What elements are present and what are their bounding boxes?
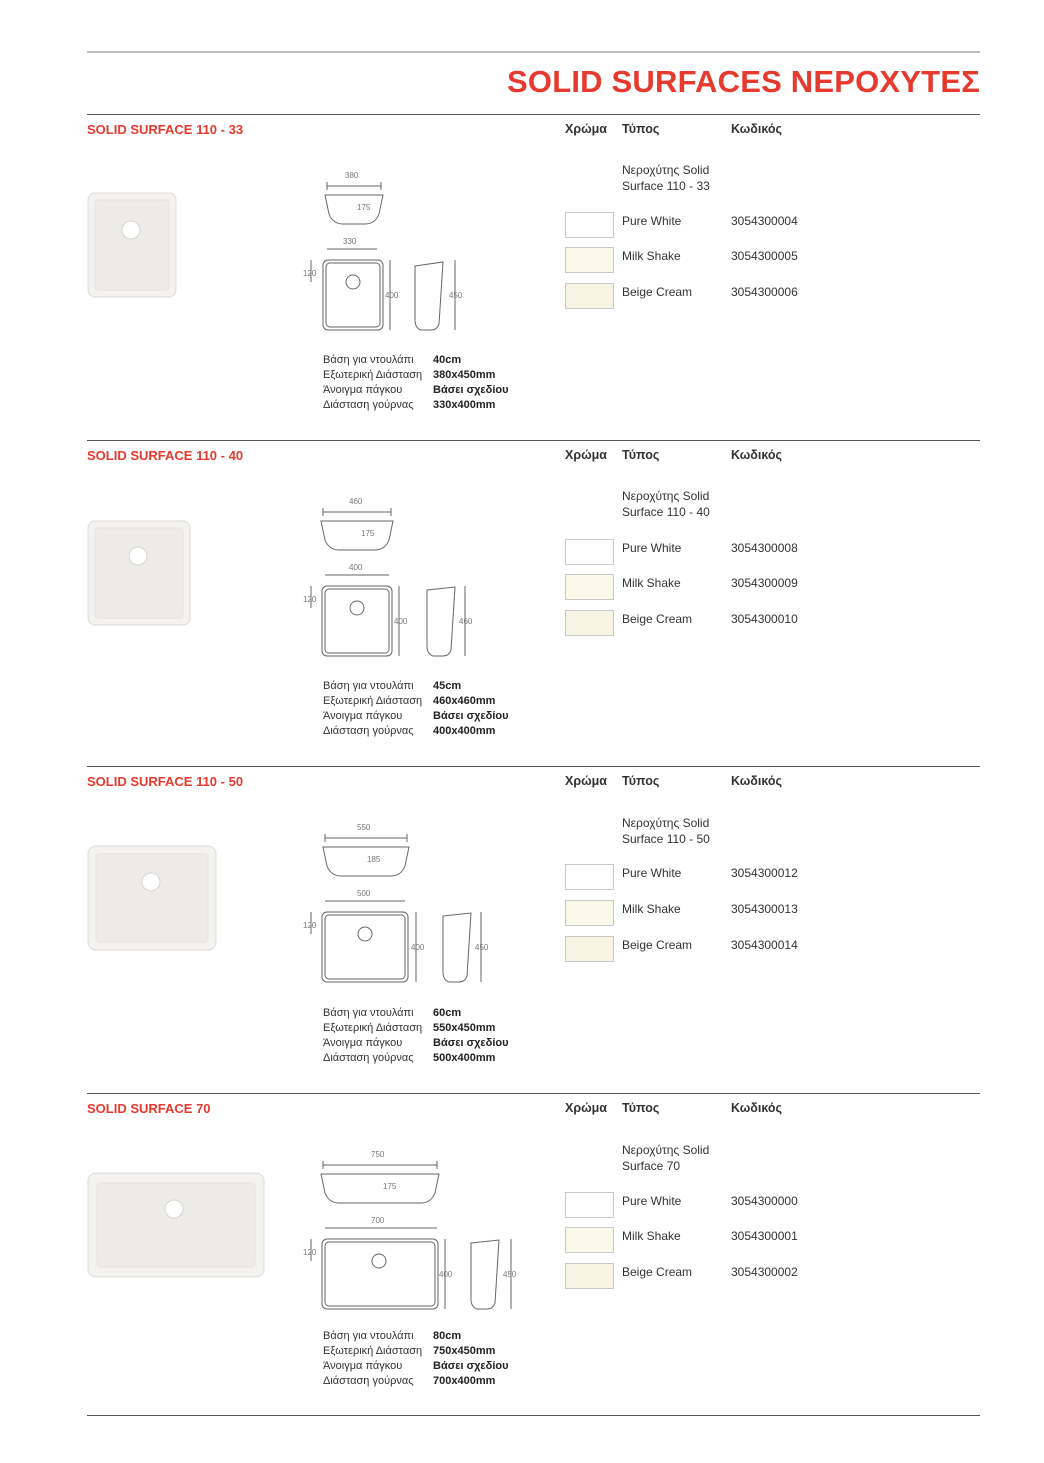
dim-offset: 120 bbox=[303, 1248, 317, 1257]
type-column-header: Τύπος bbox=[622, 122, 660, 136]
spec-label: Εξωτερική Διάσταση bbox=[323, 695, 423, 707]
section-divider bbox=[87, 440, 980, 441]
spec-value: 45cm bbox=[433, 680, 462, 692]
color-code: 3054300008 bbox=[731, 541, 798, 555]
spec-value: 400x400mm bbox=[433, 725, 496, 737]
product-type-name bbox=[622, 815, 732, 847]
spec-row bbox=[323, 694, 509, 709]
technical-drawing bbox=[305, 1139, 555, 1319]
spec-label: Διάσταση γούρνας bbox=[323, 1375, 414, 1387]
color-code: 3054300005 bbox=[731, 249, 798, 263]
spec-label: Εξωτερική Διάσταση bbox=[323, 1345, 423, 1357]
type-line: Surface 110 - 33 bbox=[622, 179, 710, 193]
color-column-header: Χρώμα bbox=[565, 122, 607, 136]
code-column-header: Κωδικός bbox=[731, 448, 783, 462]
sink-photo bbox=[87, 518, 193, 628]
type-line: Surface 70 bbox=[622, 1159, 681, 1173]
color-name: Beige Cream bbox=[622, 612, 693, 626]
color-swatch bbox=[565, 1227, 614, 1253]
spec-value: 40cm bbox=[433, 354, 462, 366]
product-section bbox=[87, 766, 980, 1092]
spec-row bbox=[323, 709, 509, 724]
product-section bbox=[87, 1093, 980, 1419]
dim-inner-depth: 400 bbox=[411, 943, 425, 952]
type-line: Νεροχύτης Solid bbox=[622, 1143, 710, 1157]
section-divider bbox=[87, 766, 980, 767]
spec-label: Εξωτερική Διάσταση bbox=[323, 1022, 423, 1034]
color-swatch bbox=[565, 574, 614, 600]
spec-value: 330x400mm bbox=[433, 399, 496, 411]
spec-value: 550x450mm bbox=[433, 1022, 496, 1034]
spec-row bbox=[323, 398, 509, 413]
spec-row bbox=[323, 368, 509, 383]
type-line: Νεροχύτης Solid bbox=[622, 163, 710, 177]
spec-label: Άνοιγμα πάγκου bbox=[323, 710, 403, 722]
color-swatch bbox=[565, 936, 614, 962]
spec-label: Άνοιγμα πάγκου bbox=[323, 384, 403, 396]
spec-label: Βάση για ντουλάπι bbox=[323, 1007, 414, 1019]
color-code: 3054300001 bbox=[731, 1229, 798, 1243]
spec-row bbox=[323, 724, 509, 739]
spec-label: Διάσταση γούρνας bbox=[323, 725, 414, 737]
color-code: 3054300009 bbox=[731, 576, 798, 590]
spec-list bbox=[323, 1329, 509, 1389]
dim-offset: 120 bbox=[303, 269, 317, 278]
dim-top-width: 550 bbox=[357, 823, 371, 832]
spec-row bbox=[323, 1359, 509, 1374]
sink-photo bbox=[87, 1171, 267, 1283]
dim-inner-depth: 400 bbox=[394, 617, 408, 626]
type-line: Surface 110 - 50 bbox=[622, 832, 710, 846]
spec-label: Άνοιγμα πάγκου bbox=[323, 1360, 403, 1372]
color-swatch bbox=[565, 539, 614, 565]
color-swatch bbox=[565, 1263, 614, 1289]
spec-label: Διάσταση γούρνας bbox=[323, 1052, 414, 1064]
section-divider bbox=[87, 1093, 980, 1094]
color-swatch bbox=[565, 900, 614, 926]
spec-row bbox=[323, 383, 509, 398]
color-name: Pure White bbox=[622, 214, 682, 228]
sink-photo bbox=[87, 192, 179, 302]
color-name: Milk Shake bbox=[622, 249, 681, 263]
color-code: 3054300010 bbox=[731, 612, 798, 626]
spec-row bbox=[323, 679, 509, 694]
type-column-header: Τύπος bbox=[622, 1101, 660, 1115]
spec-value: 460x460mm bbox=[433, 695, 496, 707]
color-code: 3054300002 bbox=[731, 1265, 798, 1279]
dim-depth: 185 bbox=[367, 855, 381, 864]
spec-label: Βάση για ντουλάπι bbox=[323, 354, 414, 366]
spec-value: Βάσει σχεδίου bbox=[433, 1037, 509, 1049]
dim-inner-width: 400 bbox=[349, 563, 363, 572]
spec-value: Βάσει σχεδίου bbox=[433, 710, 509, 722]
color-code: 3054300014 bbox=[731, 938, 798, 952]
dim-inner-depth: 400 bbox=[385, 291, 399, 300]
color-code: 3054300000 bbox=[731, 1194, 798, 1208]
spec-value: 500x400mm bbox=[433, 1052, 496, 1064]
technical-drawing bbox=[305, 812, 555, 992]
type-column-header: Τύπος bbox=[622, 448, 660, 462]
spec-value: Βάσει σχεδίου bbox=[433, 384, 509, 396]
code-column-header: Κωδικός bbox=[731, 122, 783, 136]
color-swatch bbox=[565, 1192, 614, 1218]
page-title: SOLID SURFACES ΝΕΡΟΧΥΤΕΣ bbox=[507, 64, 980, 99]
dim-outer-depth: 450 bbox=[475, 943, 489, 952]
spec-label: Άνοιγμα πάγκου bbox=[323, 1037, 403, 1049]
color-name: Beige Cream bbox=[622, 1265, 693, 1279]
spec-row bbox=[323, 1374, 509, 1389]
color-swatch bbox=[565, 610, 614, 636]
spec-row bbox=[323, 1051, 509, 1066]
dim-depth: 175 bbox=[383, 1182, 397, 1191]
color-code: 3054300004 bbox=[731, 214, 798, 228]
dim-offset: 120 bbox=[303, 921, 317, 930]
spec-row bbox=[323, 1344, 509, 1359]
sink-photo bbox=[87, 844, 221, 956]
spec-value: Βάσει σχεδίου bbox=[433, 1360, 509, 1372]
spec-row bbox=[323, 1006, 509, 1021]
spec-value: 60cm bbox=[433, 1007, 462, 1019]
dim-depth: 175 bbox=[361, 529, 375, 538]
product-title: SOLID SURFACE 110 - 40 bbox=[87, 448, 244, 463]
spec-value: 80cm bbox=[433, 1330, 462, 1342]
spec-value: 750x450mm bbox=[433, 1345, 496, 1357]
color-name: Pure White bbox=[622, 541, 682, 555]
product-section bbox=[87, 114, 980, 440]
spec-list bbox=[323, 1006, 509, 1066]
spec-row bbox=[323, 353, 509, 368]
color-swatch bbox=[565, 247, 614, 273]
dim-inner-depth: 400 bbox=[439, 1270, 453, 1279]
spec-row bbox=[323, 1329, 509, 1344]
color-code: 3054300013 bbox=[731, 902, 798, 916]
color-swatch bbox=[565, 283, 614, 309]
type-line: Surface 110 - 40 bbox=[622, 505, 710, 519]
color-code: 3054300012 bbox=[731, 866, 798, 880]
spec-label: Εξωτερική Διάσταση bbox=[323, 369, 423, 381]
product-type-name bbox=[622, 1142, 732, 1174]
color-name: Milk Shake bbox=[622, 902, 681, 916]
spec-label: Βάση για ντουλάπι bbox=[323, 680, 414, 692]
color-column-header: Χρώμα bbox=[565, 448, 607, 462]
color-name: Pure White bbox=[622, 866, 682, 880]
dim-offset: 120 bbox=[303, 595, 317, 604]
top-rule bbox=[87, 51, 980, 53]
color-swatch bbox=[565, 864, 614, 890]
product-title: SOLID SURFACE 110 - 33 bbox=[87, 122, 244, 137]
spec-row bbox=[323, 1036, 509, 1051]
dim-top-width: 460 bbox=[349, 497, 363, 506]
technical-drawing bbox=[305, 160, 545, 340]
color-name: Beige Cream bbox=[622, 938, 693, 952]
spec-label: Διάσταση γούρνας bbox=[323, 399, 414, 411]
product-title: SOLID SURFACE 70 bbox=[87, 1101, 211, 1116]
section-divider bbox=[87, 114, 980, 115]
spec-list bbox=[323, 353, 509, 413]
code-column-header: Κωδικός bbox=[731, 1101, 783, 1115]
color-name: Milk Shake bbox=[622, 1229, 681, 1243]
color-name: Pure White bbox=[622, 1194, 682, 1208]
bottom-rule bbox=[87, 1415, 980, 1416]
type-column-header: Τύπος bbox=[622, 774, 660, 788]
color-swatch bbox=[565, 212, 614, 238]
spec-value: 700x400mm bbox=[433, 1375, 496, 1387]
product-type-name bbox=[622, 162, 732, 194]
spec-row bbox=[323, 1021, 509, 1036]
dim-inner-width: 330 bbox=[343, 237, 357, 246]
dim-top-width: 380 bbox=[345, 171, 359, 180]
product-title: SOLID SURFACE 110 - 50 bbox=[87, 774, 244, 789]
dim-outer-depth: 450 bbox=[449, 291, 463, 300]
technical-drawing bbox=[305, 486, 545, 666]
product-type-name bbox=[622, 488, 732, 520]
color-column-header: Χρώμα bbox=[565, 774, 607, 788]
spec-value: 380x450mm bbox=[433, 369, 496, 381]
spec-list bbox=[323, 679, 509, 739]
dim-depth: 175 bbox=[357, 203, 371, 212]
color-code: 3054300006 bbox=[731, 285, 798, 299]
product-section bbox=[87, 440, 980, 766]
dim-outer-depth: 450 bbox=[503, 1270, 517, 1279]
dim-inner-width: 700 bbox=[371, 1216, 385, 1225]
code-column-header: Κωδικός bbox=[731, 774, 783, 788]
type-line: Νεροχύτης Solid bbox=[622, 489, 710, 503]
dim-inner-width: 500 bbox=[357, 889, 371, 898]
dim-top-width: 750 bbox=[371, 1150, 385, 1159]
color-column-header: Χρώμα bbox=[565, 1101, 607, 1115]
dim-outer-depth: 460 bbox=[459, 617, 473, 626]
type-line: Νεροχύτης Solid bbox=[622, 816, 710, 830]
spec-label: Βάση για ντουλάπι bbox=[323, 1330, 414, 1342]
color-name: Milk Shake bbox=[622, 576, 681, 590]
color-name: Beige Cream bbox=[622, 285, 693, 299]
